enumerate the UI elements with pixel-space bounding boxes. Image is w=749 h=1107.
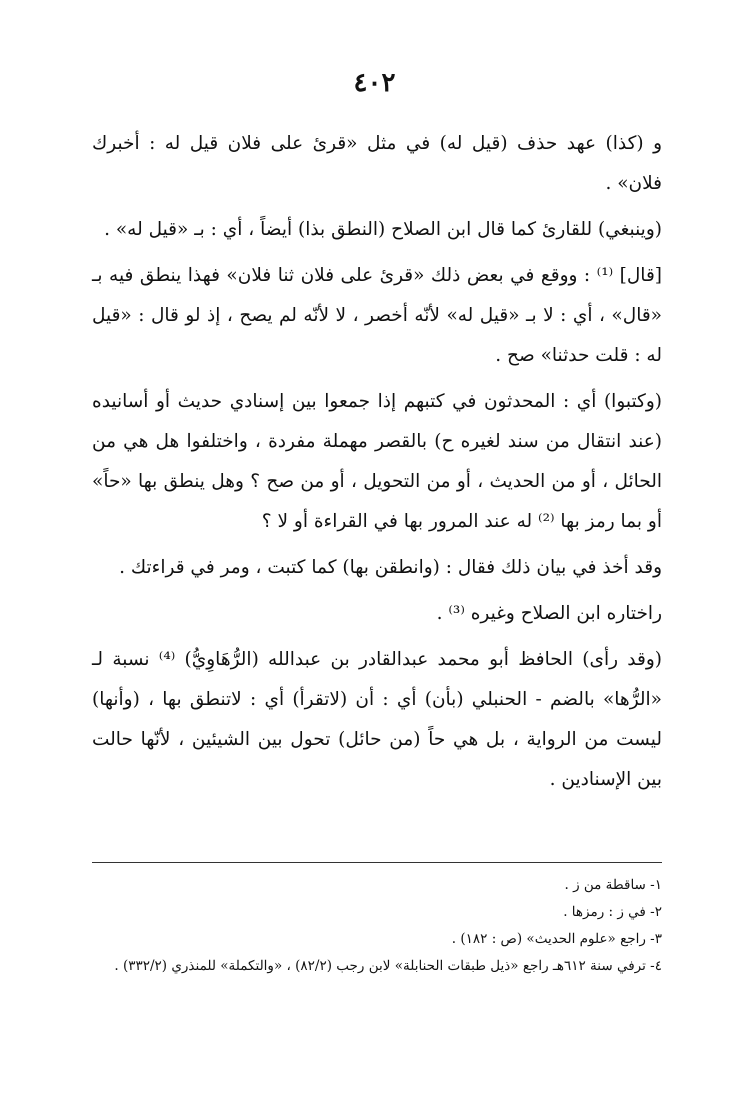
footnote: ٣- راجع «علوم الحديث» (ص : ١٨٢) . — [451, 931, 662, 947]
footnote: ٢- في ز : رمزها . — [563, 904, 662, 920]
paragraph: (وكتبوا) أي : المحدثون في كتبهم إذا جمعوا بين إسنادي حديث أو أسانيده (عند انتقال من سند لغيره ح) بالقصر مهملة مفردة ، واختلفوا هل هي من الحائل ، أو من الحديث ، أو من التحويل ، أو من صح ؟ وهل ينطق بها «حاً» أو بما رمز بها ⁽²⁾ له عند المرور بها في القراءة أو لا ؟ — [92, 391, 662, 532]
footnote: ٤- ترفي سنة ٦١٢هـ راجع «ذيل طبقات الحنابلة» لابن رجب (٨٢/٢) ، «والتكملة» للمنذري (٣٣٢/٢) . — [114, 958, 662, 974]
paragraph: (وقد رأى) الحافظ أبو محمد عبدالقادر بن عبدالله (الرُّهَاوِيُّ) ⁽⁴⁾ نسبة لـ «الرُّها» بالضم - الحنبلي (بأن) أي : أن (لاتقرأ) أي : لاتنطق بها ، (وأنها) ليست من الرواية ، بل هي حاً (من حائل) تحول بين الشيئين ، لأنّها حالت بين الإسنادين . — [92, 649, 662, 790]
paragraph: (وينبغي) للقارئ كما قال ابن الصلاح (النطق بذا) أيضاً ، أي : بـ «قيل له» . — [104, 219, 662, 240]
paragraph: و (كذا) عهد حذف (قيل له) في مثل «قرئ على فلان قيل له : أخبرك فلان» . — [92, 133, 662, 194]
page-number: ٤٠٢ — [353, 68, 396, 98]
main-text — [92, 124, 662, 800]
paragraph: وقد أخذ في بيان ذلك فقال : (وانطقن بها) كما كتبت ، ومر في قراءتك . — [119, 557, 662, 578]
footnote: ١- ساقطة من ز . — [564, 877, 662, 893]
paragraph: راختاره ابن الصلاح وغيره ⁽³⁾ . — [436, 603, 662, 624]
paragraph: [قال] ⁽¹⁾ : ووقع في بعض ذلك «قرئ على فلان ثنا فلان» فهذا ينطق فيه بـ «قال» ، أي : لا بـ «قيل له» لأنّه أخصر ، لا لأنّه لم يصح ، إذ لو قال : «قيل له : قلت حدثنا» صح . — [92, 265, 662, 366]
footnote-divider — [92, 862, 662, 863]
footnotes — [92, 872, 662, 980]
